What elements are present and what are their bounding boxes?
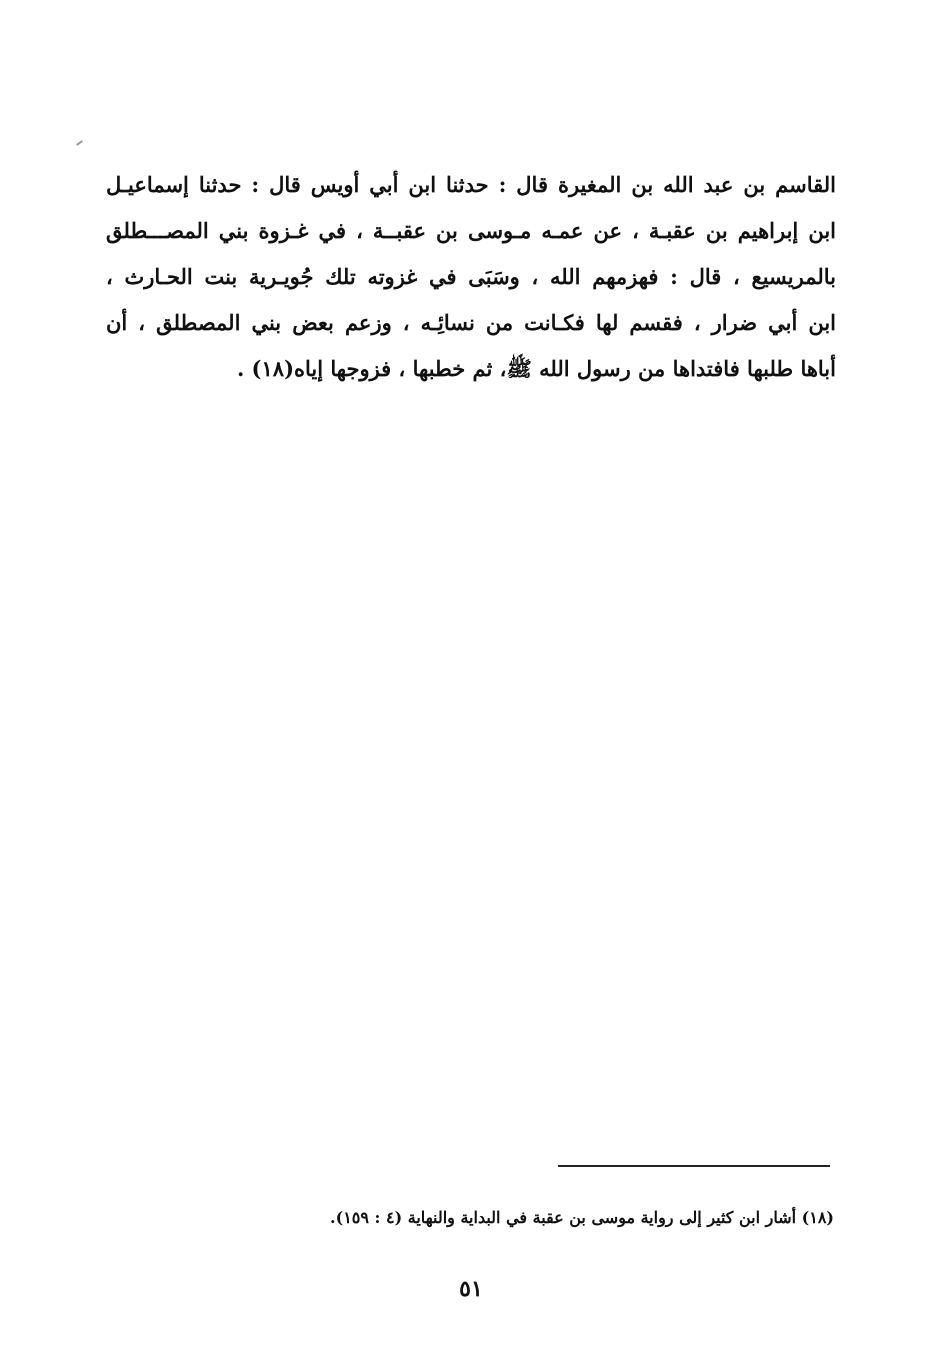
page-number: ٥١ — [459, 1276, 483, 1302]
text-line-1: القاسم بن عبد الله بن المغيرة قال : حدثنا ابن أبي أويس قال : حدثنا إسماعيـل — [106, 172, 836, 197]
main-text-block — [106, 162, 836, 392]
footnote-divider — [558, 1165, 830, 1167]
scan-speck — [76, 140, 83, 146]
text-line-2: ابن إبراهيم بن عقبـة ، عن عمـه مـوسى بن عقبــة ، في غـزوة بني المصـــطلق — [106, 218, 836, 243]
text-line-5: أباها طلبها فافتداها من رسول الله ﷺ، ثم خطبها ، فزوجها إياه(١٨) . — [236, 356, 836, 381]
text-line-4: ابن أبي ضرار ، فقسم لها فكـانت من نسائِـه ، وزعم بعض بني المصطلق ، أن — [106, 310, 836, 335]
text-line-3: بالمريسيع ، قال : فهزمهم الله ، وسَبَى في غزوته تلك جُويـرية بنت الحـارث ، — [106, 264, 836, 289]
footnote-18: (١٨) أشار ابن كثير إلى رواية موسى بن عقبة في البداية والنهاية (٤ : ١٥٩). — [330, 1208, 834, 1227]
